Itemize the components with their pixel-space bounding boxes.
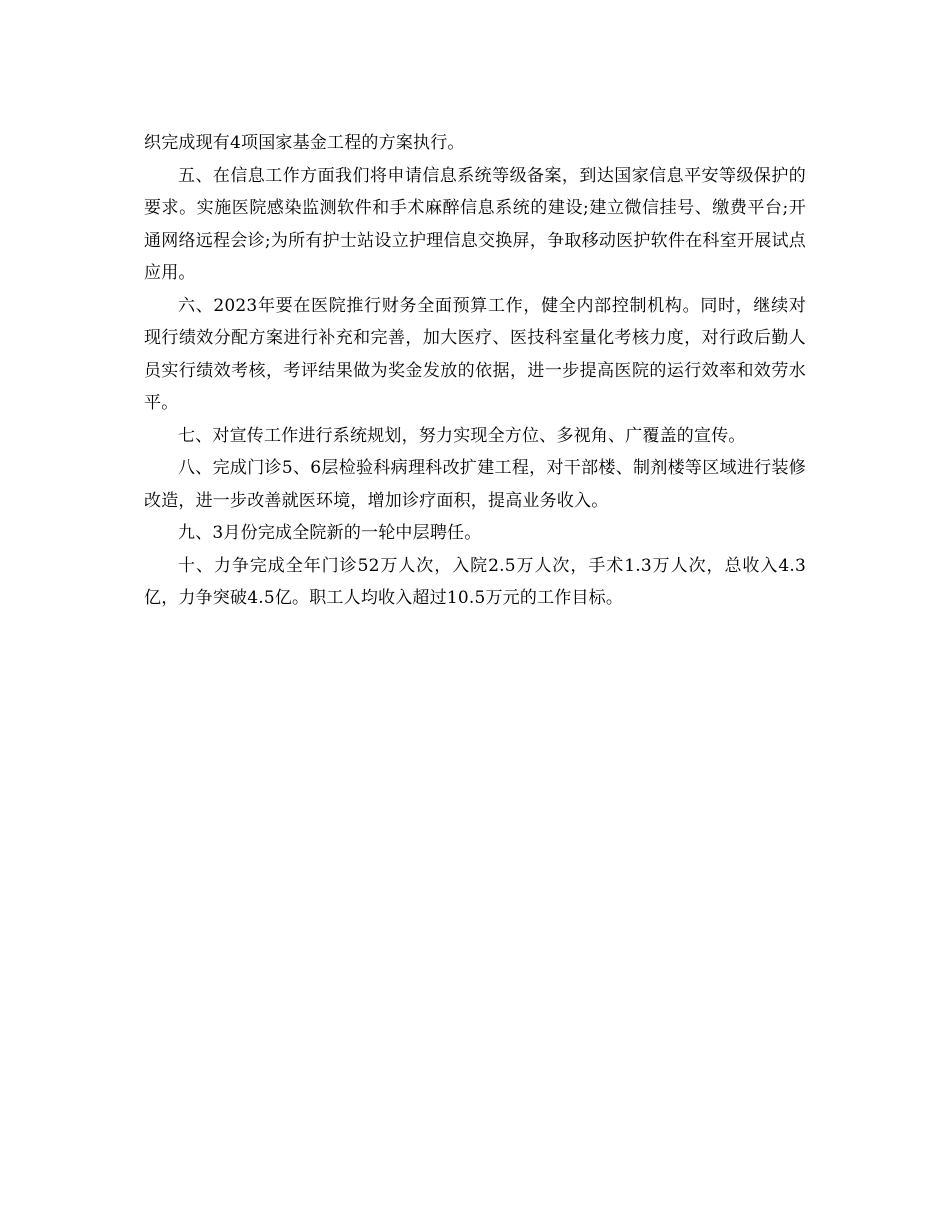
- paragraph-continuation: 织完成现有4项国家基金工程的方案执行。: [144, 133, 465, 153]
- paragraph-item-7: 七、对宣传工作进行系统规划，努力实现全方位、多视角、广覆盖的宣传。: [178, 425, 746, 446]
- paragraph-item-6: 六、2023年要在医院推行财务全面预算工作，健全内部控制机构。同时，继续对现行绩效分配方案进行补充和完善，加大医疗、医技科室量化考核力度，对行政后勤人员实行绩效考核，考评结果做为奖金发放的依据，进一步提高医院的运行效率和效劳水平。: [144, 295, 806, 413]
- paragraph-item-9: 九、3月份完成全院新的一轮中层聘任。: [178, 523, 482, 543]
- paragraph-item-5: 五、在信息工作方面我们将申请信息系统等级备案，到达国家信息平安等级保护的要求。实施医院感染监测软件和手术麻醉信息系统的建设;建立微信挂号、缴费平台;开通网络远程会诊;为所有护士站设立护理信息交换屏，争取移动医护软件在科室开展试点应用。: [144, 165, 806, 283]
- document-body: [144, 127, 806, 615]
- paragraph-item-8: 八、完成门诊5、6层检验科病理科改扩建工程，对干部楼、制剂楼等区域进行装修改造，进一步改善就医环境，增加诊疗面积，提高业务收入。: [144, 458, 806, 511]
- paragraph-item-10: 十、力争完成全年门诊52万人次，入院2.5万人次，手术1.3万人次，总收入4.3亿，力争突破4.5亿。职工人均收入超过10.5万元的工作目标。: [144, 555, 806, 608]
